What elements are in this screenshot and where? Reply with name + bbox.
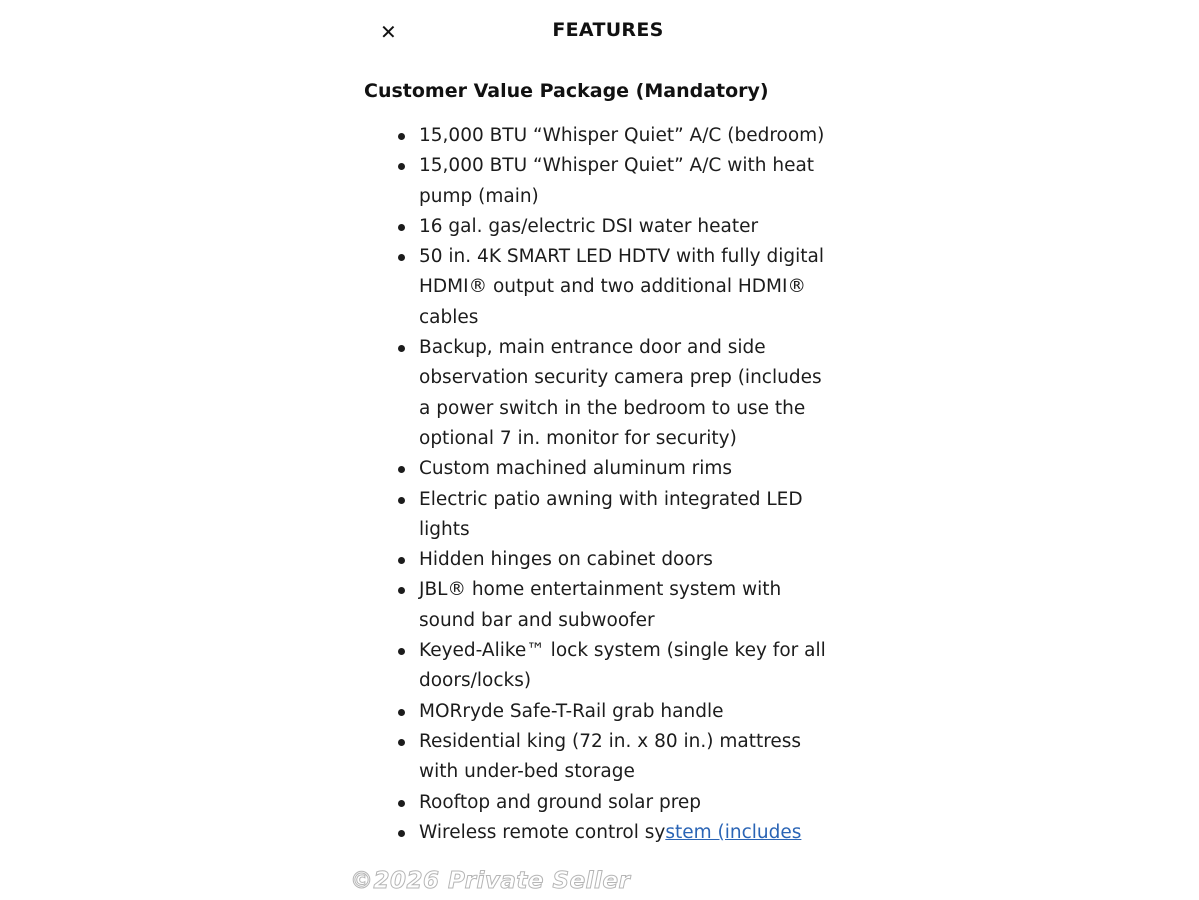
list-item-partial <box>419 818 834 848</box>
list-item: Custom machined aluminum rims <box>419 454 834 484</box>
page-title: FEATURES <box>552 19 664 41</box>
list-item: Keyed-Alike™ lock system (single key for all doors/locks) <box>419 636 834 697</box>
feature-list <box>364 121 844 848</box>
list-item: MORryde Safe-T-Rail grab handle <box>419 697 834 727</box>
list-item: 16 gal. gas/electric DSI water heater <box>419 212 834 242</box>
section-heading: Customer Value Package (Mandatory) <box>364 80 769 102</box>
list-item: 15,000 BTU “Whisper Quiet” A/C with heat pump (main) <box>419 151 834 212</box>
features-panel <box>364 0 844 900</box>
list-item: Residential king (72 in. x 80 in.) mattress with under-bed storage <box>419 727 834 788</box>
list-item: Backup, main entrance door and side observation security camera prep (includes a power switch in the bedroom to use the optional 7 in. monitor for security) <box>419 333 834 454</box>
list-item: Hidden hinges on cabinet doors <box>419 545 834 575</box>
watermark: ©2026 Private Seller <box>350 868 631 894</box>
list-item-link[interactable]: stem (includes <box>665 821 802 843</box>
list-item: Electric patio awning with integrated LED lights <box>419 485 834 546</box>
list-item-text: Wireless remote control sy <box>419 821 666 843</box>
list-item: Rooftop and ground solar prep <box>419 788 834 818</box>
list-item: 50 in. 4K SMART LED HDTV with fully digital HDMI® output and two additional HDMI® cables <box>419 242 834 333</box>
close-icon[interactable]: ✕ <box>380 20 397 44</box>
list-item: JBL® home entertainment system with sound bar and subwoofer <box>419 575 834 636</box>
list-item: 15,000 BTU “Whisper Quiet” A/C (bedroom) <box>419 121 834 151</box>
